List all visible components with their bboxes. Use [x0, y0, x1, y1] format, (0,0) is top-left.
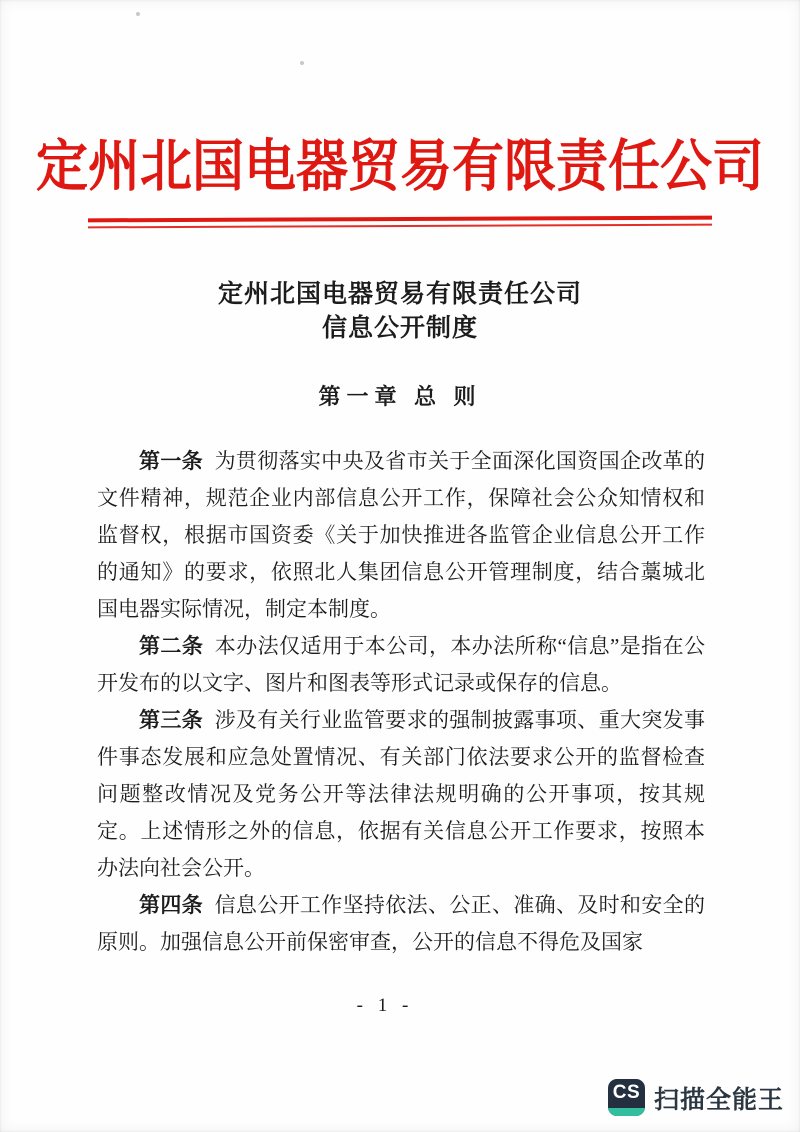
letterhead-divider-thin-line	[88, 224, 712, 229]
paragraph-article-1	[97, 443, 705, 628]
document-title	[0, 278, 800, 346]
page-number: - 1 -	[356, 995, 414, 1016]
chapter-heading: 第一章 总 则	[318, 384, 482, 409]
paragraph-article-3	[97, 702, 705, 887]
letterhead-divider-thick-line	[88, 216, 712, 223]
article-4-label: 第四条	[139, 893, 204, 917]
article-4-text: 信息公开工作坚持依法、公正、准确、及时和安全的原则。加强信息公开前保密审查，公开的信息不得危及国家	[97, 893, 705, 954]
scan-artifact-speck	[300, 61, 304, 65]
article-2-text: 本办法仅适用于本公司，本办法所称“信息”是指在公开发布的以文字、图片和图表等形式记录或保存的信息。	[97, 634, 706, 695]
camscanner-icon-letters: CS	[612, 1082, 641, 1103]
camscanner-icon	[608, 1079, 645, 1116]
document-body	[97, 443, 705, 961]
paragraph-article-4	[97, 887, 705, 961]
article-1-text: 为贯彻落实中央及省市关于全面深化国资国企改革的文件精神，规范企业内部信息公开工作，保障社会公众知情权和监督权，根据市国资委《关于加快推进各监管企业信息公开工作的通知》的要求，依照北人集团信息公开管理制度，结合藁城北国电器实际情况，制定本制度。	[97, 449, 705, 621]
article-1-label: 第一条	[139, 449, 204, 473]
document-title-line2: 信息公开制度	[321, 315, 478, 342]
scan-artifact-speck	[136, 12, 140, 16]
article-2-label: 第二条	[139, 634, 204, 658]
camscanner-watermark	[608, 1079, 784, 1116]
document-title-line1: 定州北国电器贸易有限责任公司	[217, 281, 582, 308]
letterhead-divider	[88, 216, 712, 229]
paragraph-article-2	[97, 628, 705, 702]
article-3-label: 第三条	[139, 708, 204, 732]
camscanner-app-name: 扫描全能王	[653, 1085, 784, 1114]
letterhead-company-name: 定州北国电器贸易有限责任公司	[35, 136, 764, 199]
article-3-text: 涉及有关行业监管要求的强制披露事项、重大突发事件事态发展和应急处置情况、有关部门依法要求公开的监督检查问题整改情况及党务公开等法律法规明确的公开事项，按其规定。上述情形之外的信息，依据有关信息公开工作要求，按照本办法向社会公开。	[97, 708, 705, 880]
camscanner-icon-teal-strip	[608, 1108, 645, 1116]
